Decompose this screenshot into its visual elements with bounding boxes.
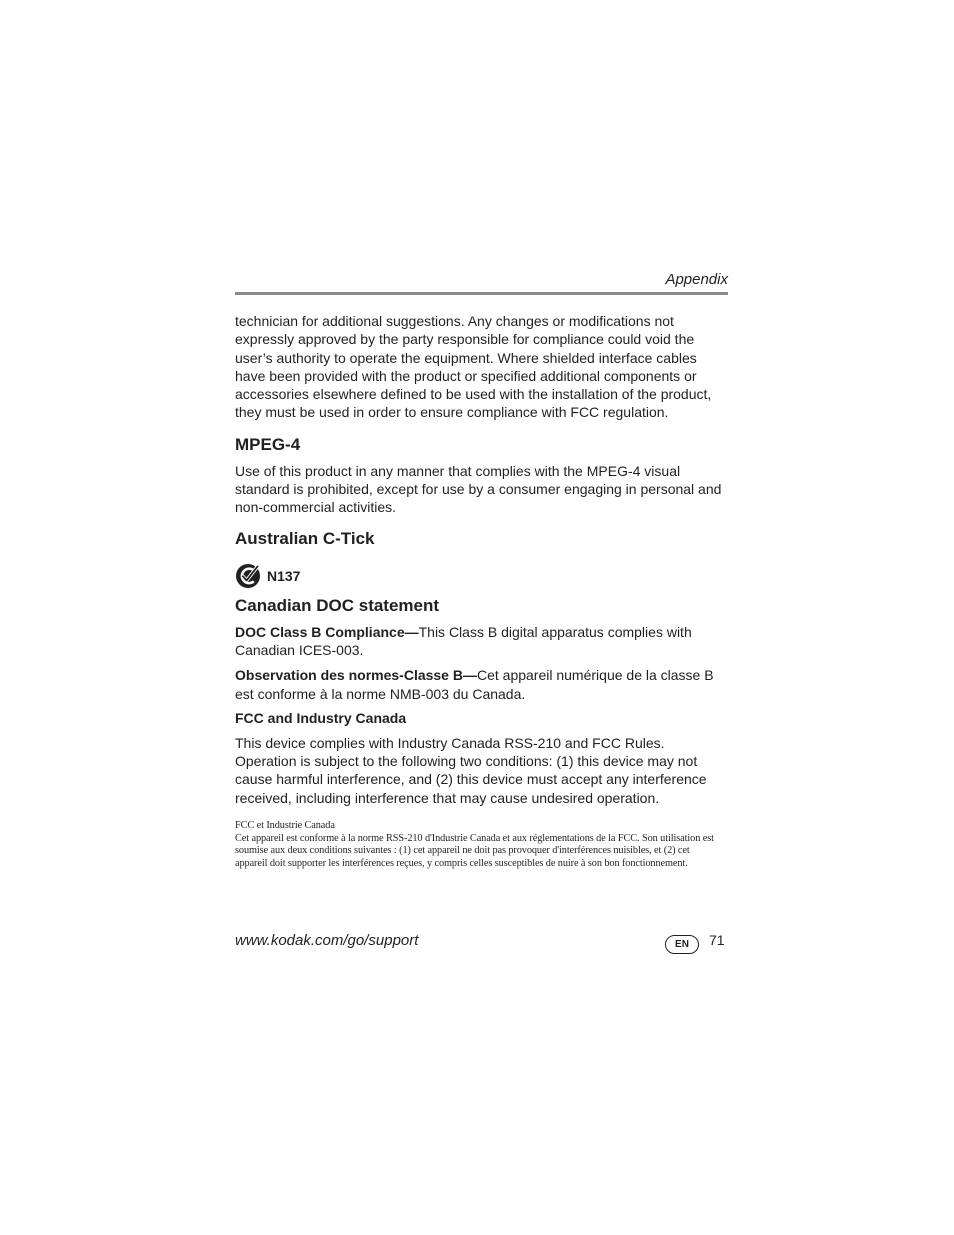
- fcc-industry-canada-paragraph: This device complies with Industry Canada RSS-210 and FCC Rules. Operation is subject to the following two conditions: (1) this device may not cause harmful interference, and (2) this device must accept any interference received, including interference that may cause undesired operation.: [235, 734, 707, 806]
- ctick-heading: Australian C-Tick: [235, 528, 375, 548]
- mpeg4-heading: MPEG-4: [235, 434, 301, 454]
- doc-compliance-text: This Class B digital apparatus complies with Canadian ICES-003.: [235, 623, 692, 658]
- ctick-mark: [235, 563, 728, 589]
- doc-compliance-paragraph: [235, 623, 728, 660]
- page-content: [235, 312, 728, 870]
- language-badge: EN: [665, 935, 699, 954]
- ctick-code: N137: [267, 567, 301, 584]
- observation-lead: Observation des normes-Classe B—: [235, 667, 477, 684]
- c-tick-icon: [235, 563, 263, 589]
- observation-text: Cet appareil numérique de la classe B est conforme à la norme NMB-003 du Canada.: [235, 667, 714, 702]
- french-notice-text: Cet appareil est conforme à la norme RSS-210 d'Industrie Canada et aux réglementations de la FCC. Son utilisation est soumise aux deux conditions suivantes : (1) cet appareil ne doit pas provoquer d'interférences nuisibles, et (2) cet appareil doit supporter les interférences reçues, y compris celles susceptibles de nuire à son bon fonctionnement.: [235, 832, 714, 869]
- french-notice: [235, 820, 723, 870]
- intro-paragraph: technician for additional suggestions. Any changes or modifications not expressly approved by the party responsible for compliance could void the user’s authority to operate the equipment. Where shielded interface cables have been provided with the product or specified additional components or accessories elsewhere defined to be used with the installation of the product, they must be used in order to ensure compliance with FCC regulation.: [235, 313, 712, 421]
- canadian-doc-heading: Canadian DOC statement: [235, 595, 440, 615]
- support-url: www.kodak.com/go/support: [235, 932, 419, 949]
- mpeg4-paragraph: Use of this product in any manner that complies with the MPEG-4 visual standard is prohibited, except for use by a consumer engaging in personal and non-commercial activities.: [235, 462, 722, 516]
- header-rule: [235, 292, 728, 295]
- french-notice-title: FCC et Industrie Canada: [235, 820, 335, 832]
- running-head: Appendix: [665, 271, 728, 288]
- page-number: 71: [709, 932, 725, 948]
- fcc-industry-canada-heading: FCC and Industry Canada: [235, 709, 407, 726]
- doc-compliance-lead: DOC Class B Compliance—: [235, 623, 419, 640]
- observation-paragraph: [235, 666, 728, 703]
